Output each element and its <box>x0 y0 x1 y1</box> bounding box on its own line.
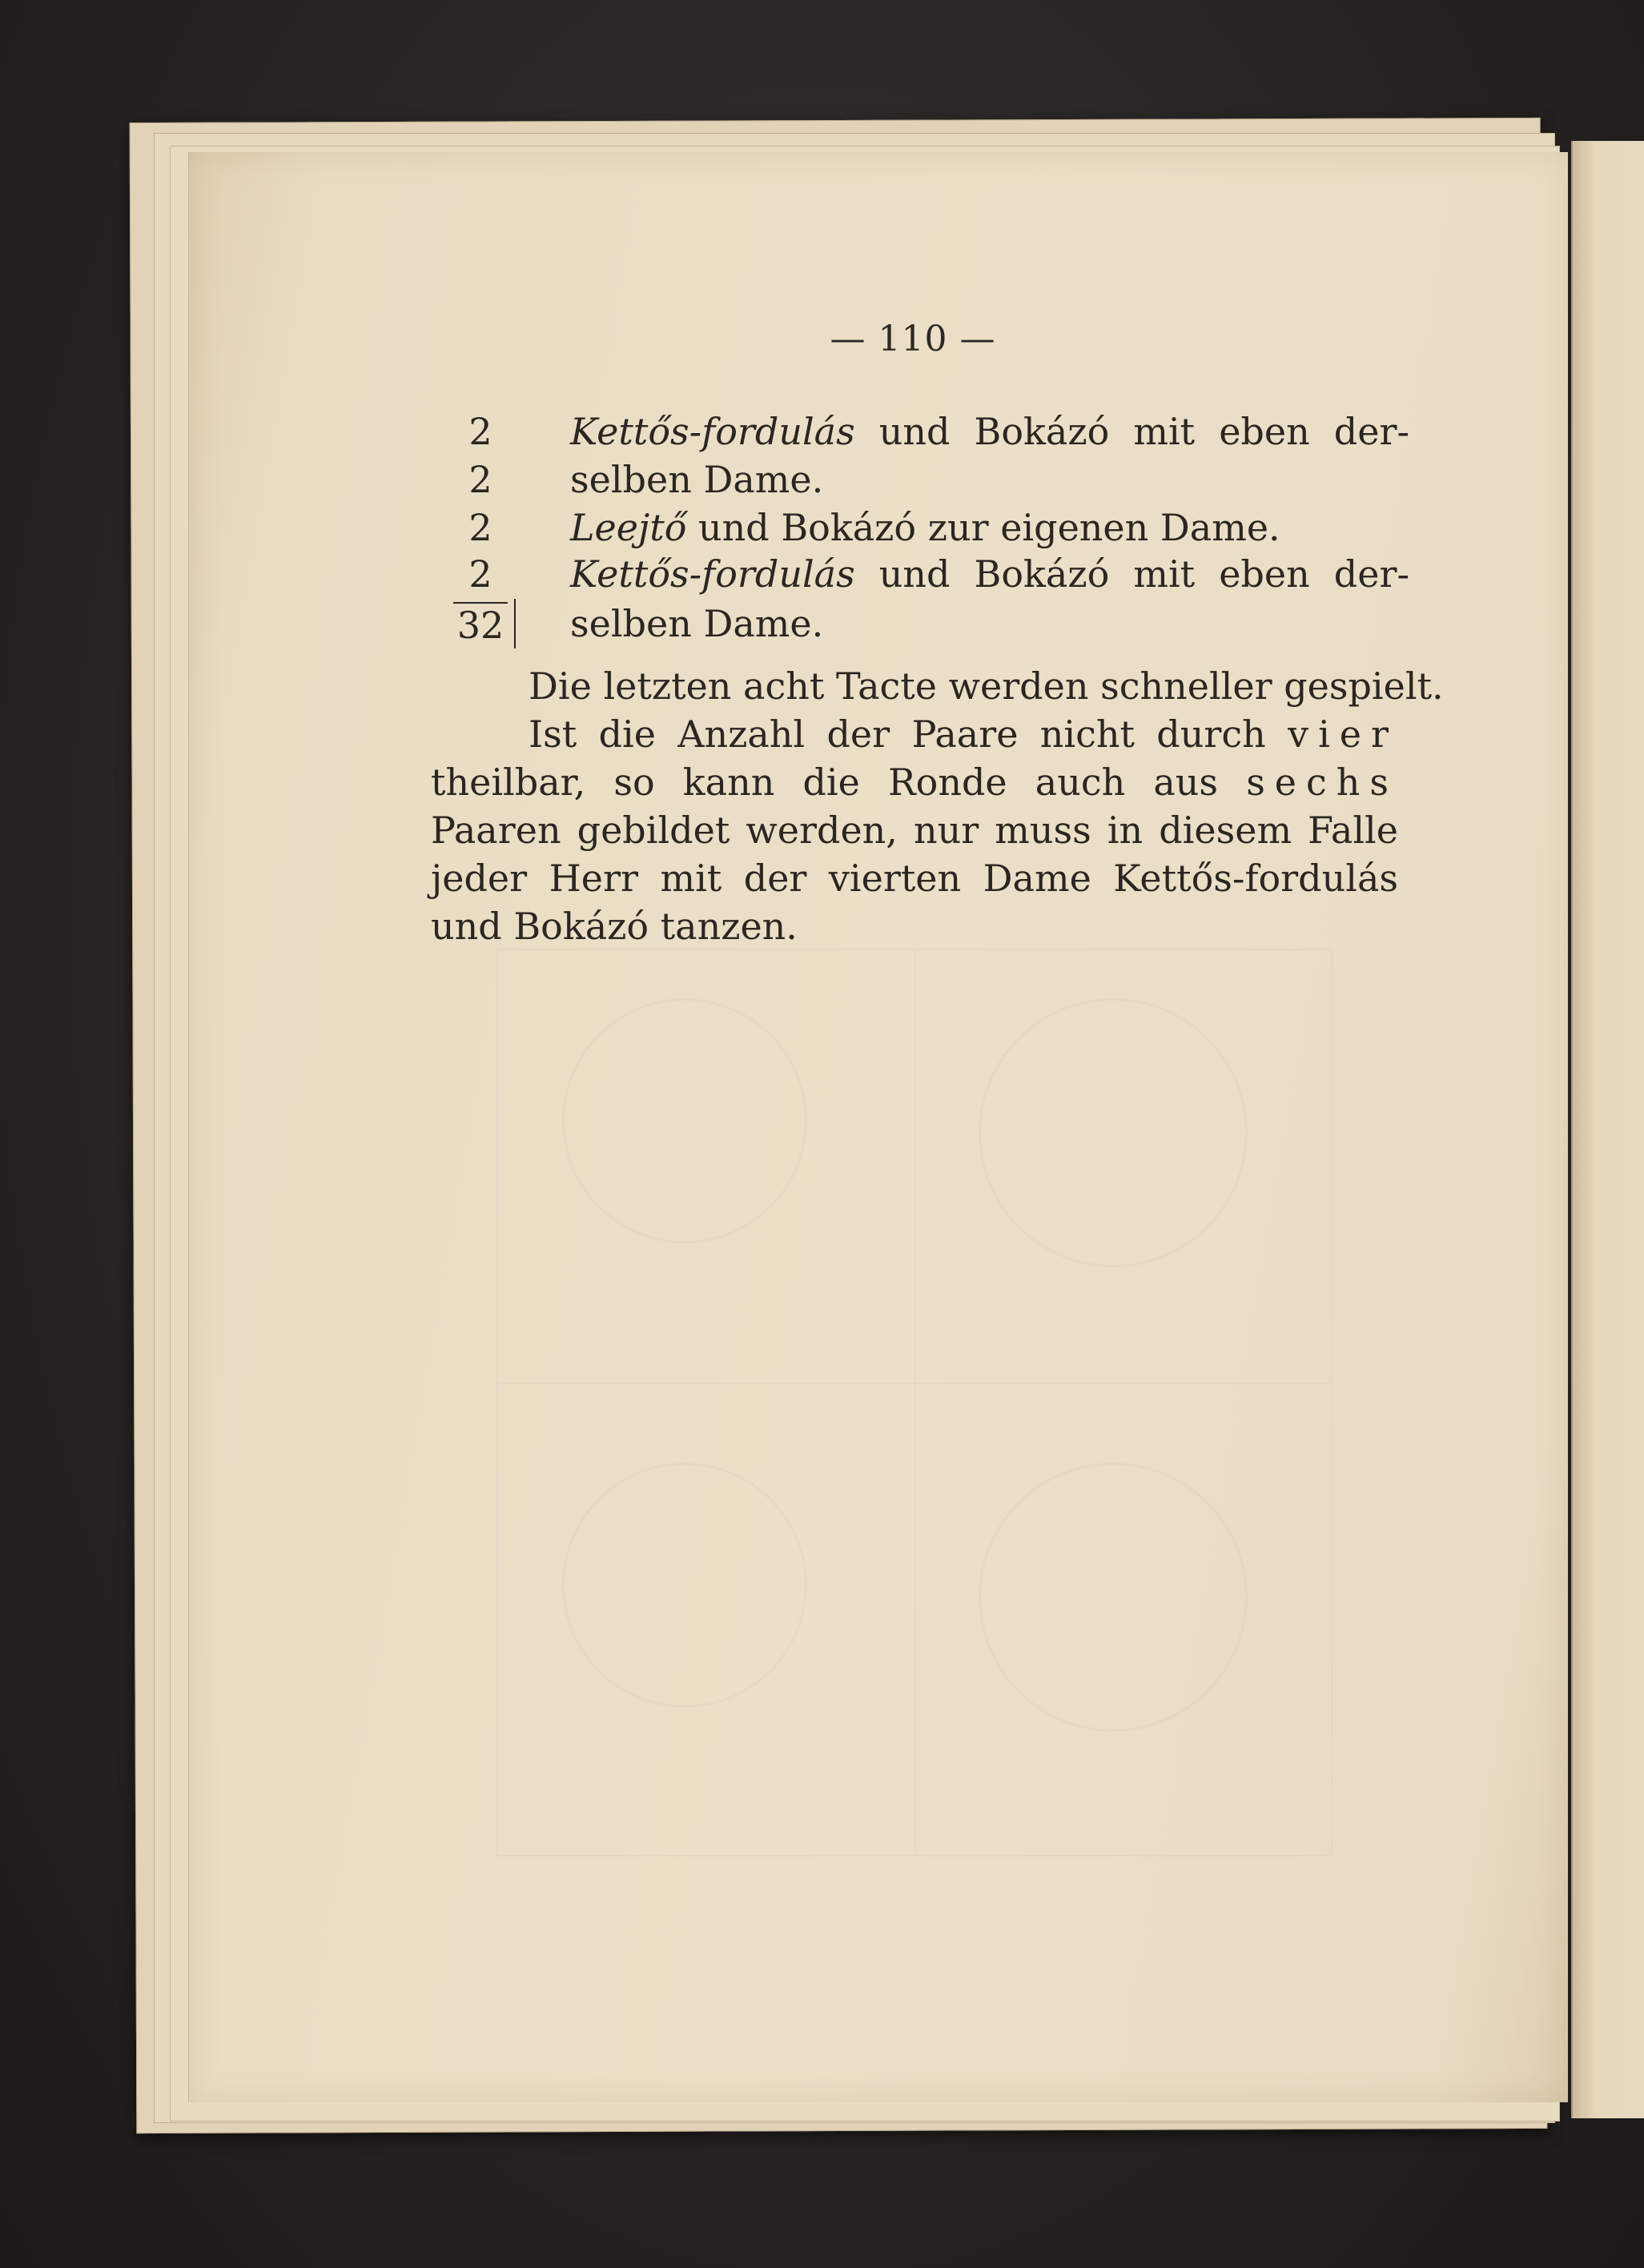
figure-term: Kettős-fordulás <box>570 552 855 596</box>
figure-term: Leejtő <box>570 506 687 549</box>
count-total: 32 <box>453 602 508 647</box>
figure-line-1: Kettős-fordulás und Bokázó mit eben der- <box>570 410 1409 453</box>
facing-page-edge <box>1571 141 1644 2118</box>
count-1: 2 <box>468 410 492 453</box>
show-through-diagram <box>496 949 1332 1857</box>
paragraph-2-line-1: Ist die Anzahl der Paare nicht durch vier <box>529 713 1398 756</box>
figure-line-5: selben Dame. <box>570 602 824 645</box>
spaced-word: sechs <box>1246 761 1399 804</box>
count-2: 2 <box>468 458 492 501</box>
figure-line-2: selben Dame. <box>570 458 824 501</box>
count-bracket <box>514 599 516 648</box>
paragraph-2-line-5: und Bokázó tanzen. <box>431 905 798 948</box>
paragraph-2-line-2: theilbar, so kann die Ronde auch aus sechs <box>431 761 1399 804</box>
figure-term: Kettős-fordulás <box>570 410 855 453</box>
paragraph-1: Die letzten acht Tacte werden schneller gespielt. <box>529 664 1444 708</box>
count-4: 2 <box>468 552 492 596</box>
figure-line-4: Kettős-fordulás und Bokázó mit eben der- <box>570 552 1409 596</box>
paragraph-2-line-3: Paaren gebildet werden, nur muss in diesem Falle <box>431 809 1398 852</box>
page-number: — 110 — <box>830 319 996 359</box>
paragraph-2-line-4: jeder Herr mit der vierten Dame Kettős-fordulás <box>431 857 1398 900</box>
figure-line-3: Leejtő und Bokázó zur eigenen Dame. <box>570 506 1280 549</box>
count-3: 2 <box>468 506 492 549</box>
spaced-word: vier <box>1288 713 1398 756</box>
